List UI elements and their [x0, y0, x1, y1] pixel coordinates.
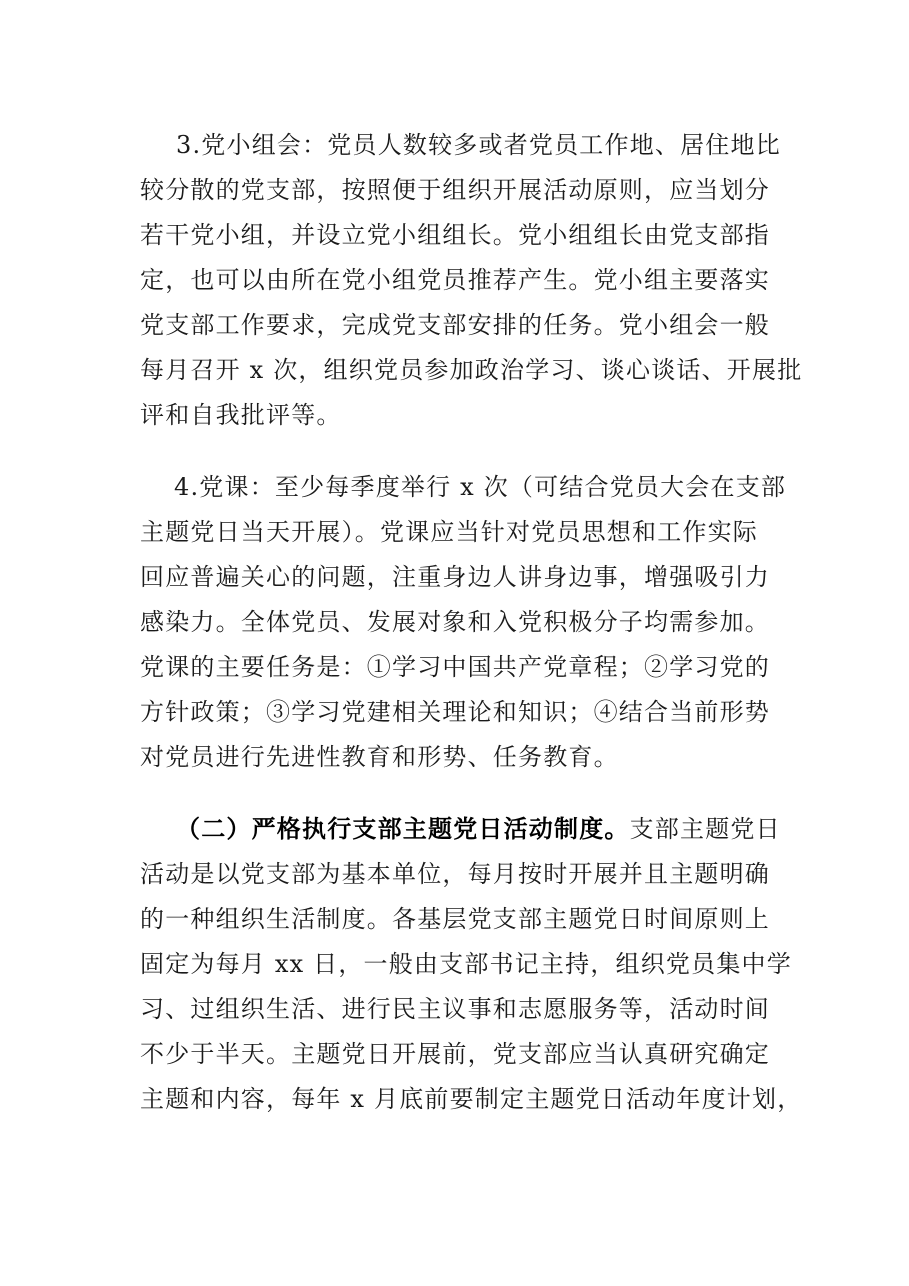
paragraph-2-line-3: 回应普遍关心的问题，注重身边人讲身边事，增强吸引力 — [140, 563, 770, 591]
paragraph-1-line-3: 若干党小组，并设立党小组组长。党小组组长由党支部指 — [140, 221, 770, 249]
paragraph-3-line-2: 活动是以党支部为基本单位，每月按时开展并且主题明确 — [140, 860, 770, 888]
paragraph-2-line-7: 对党员进行先进性教育和形势、任务教育。 — [140, 743, 619, 771]
paragraph-3-line-5: 习、过组织生活、进行民主议事和志愿服务等，活动时间 — [140, 995, 770, 1023]
paragraph-1-line-2: 较分散的党支部，按照便于组织开展活动原则，应当划分 — [140, 176, 770, 204]
paragraph-3-line-1-rest: 支部主题党日 — [629, 815, 781, 843]
paragraph-2-line-1: 4.党课：至少每季度举行 x 次（可结合党员大会在支部 — [174, 473, 787, 501]
paragraph-1-line-4: 定，也可以由所在党小组党员推荐产生。党小组主要落实 — [140, 266, 770, 294]
paragraph-2-line-6: 方针政策；③学习党建相关理论和知识；④结合当前形势 — [140, 698, 770, 726]
paragraph-2-line-2: 主题党日当天开展）。党课应当针对党员思想和工作实际 — [140, 518, 758, 546]
paragraph-1-line-1: 3.党小组会：党员人数较多或者党员工作地、居住地比 — [176, 131, 781, 159]
paragraph-1-line-6: 每月召开 x 次，组织党员参加政治学习、谈心谈话、开展批 — [140, 356, 803, 384]
paragraph-1-line-5: 党支部工作要求，完成党支部安排的任务。党小组会一般 — [140, 311, 770, 339]
paragraph-3-line-4: 固定为每月 xx 日，一般由支部书记主持，组织党员集中学 — [140, 950, 792, 978]
paragraph-1-line-7: 评和自我批评等。 — [140, 401, 342, 429]
section-heading: （二）严格执行支部主题党日活动制度。 — [176, 814, 630, 843]
paragraph-3-line-3: 的一种组织生活制度。各基层党支部主题党日时间原则上 — [140, 905, 770, 933]
paragraph-3-line-7: 主题和内容，每年 x 月底前要制定主题党日活动年度计划， — [140, 1085, 803, 1113]
paragraph-2-line-5: 党课的主要任务是：①学习中国共产党章程；②学习党的 — [140, 653, 770, 681]
paragraph-3-line-1 — [176, 812, 781, 846]
paragraph-2-line-4: 感染力。全体党员、发展对象和入党积极分子均需参加。 — [140, 608, 770, 636]
paragraph-3-line-6: 不少于半天。主题党日开展前，党支部应当认真研究确定 — [140, 1040, 770, 1068]
